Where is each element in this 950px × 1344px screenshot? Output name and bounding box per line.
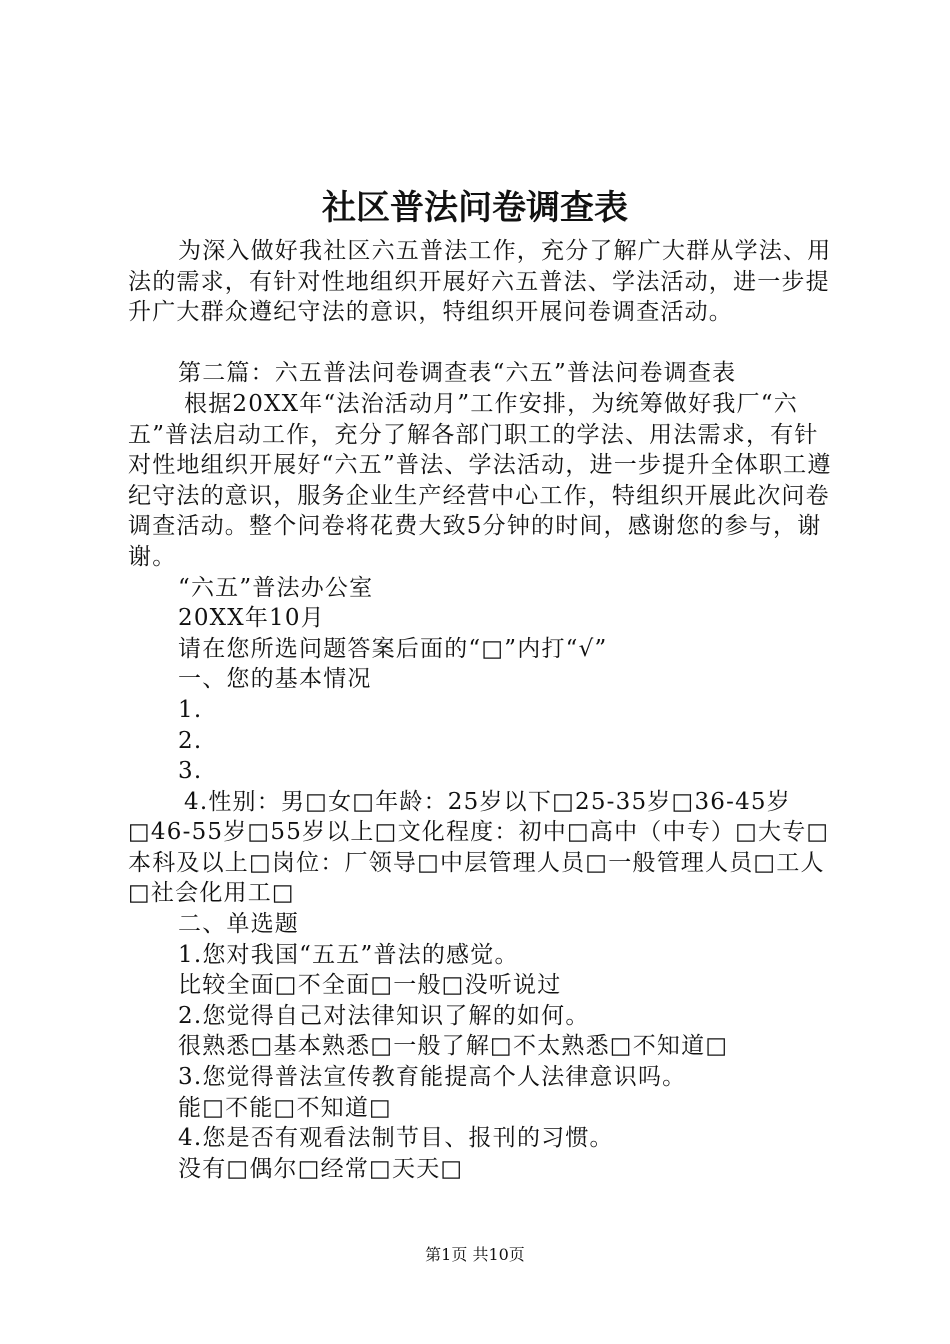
- list-item: 2.: [178, 727, 203, 754]
- date-line: 20XX年10月: [178, 605, 325, 632]
- answer-options: 能□不能□不知道□: [178, 1094, 392, 1121]
- answer-options: 很熟悉□基本熟悉□一般了解□不太熟悉□不知道□: [178, 1033, 729, 1060]
- question-text: 2.您觉得自己对法律知识了解的如何。: [178, 1002, 590, 1029]
- office-signature: “六五”普法办公室: [178, 574, 374, 601]
- list-item: 1.: [178, 696, 203, 723]
- section-heading: 第二篇：六五普法问卷调查表“六五”普法问卷调查表: [178, 360, 737, 387]
- body-paragraph: 根据20XX年“法治活动月”工作安排，为统筹做好我厂“六五”普法启动工作，充分了解各部门职工的学法、用法需求，有针对性地组织开展好“六五”普法、学法活动，进一步提升全体职工遵纪守法的意识，服务企业生产经营中心工作，特组织开展此次问卷调查活动。整个问卷将花费大致5分钟的时间，感谢您的参与，谢谢。: [128, 390, 832, 570]
- document-title: 社区普法问卷调查表: [322, 188, 628, 228]
- answer-options: 没有□偶尔□经常□天天□: [178, 1155, 464, 1182]
- list-item: 3.: [178, 758, 203, 785]
- section-basic-info: 一、您的基本情况: [178, 666, 372, 693]
- basic-info-options: 4.性别：男□女□年龄：25岁以下□25-35岁□36-45岁□46-55岁□55岁以上□文化程度：初中□高中（中专）□大专□本科及以上□岗位：厂领导□中层管理人员□一般管理人员□工人□社会化用工□: [128, 788, 830, 907]
- instruction-line: 请在您所选问题答案后面的“□”内打“√”: [178, 635, 608, 662]
- question-text: 4.您是否有观看法制节目、报刊的习惯。: [178, 1125, 614, 1152]
- question-text: 3.您觉得普法宣传教育能提高个人法律意识吗。: [178, 1064, 687, 1091]
- page-number-footer: 第1页 共10页: [425, 1245, 525, 1264]
- document-body: [128, 236, 834, 1184]
- intro-paragraph: 为深入做好我社区六五普法工作，充分了解广大群从学法、用法的需求，有针对性地组织开展好六五普法、学法活动，进一步提升广大群众遵纪守法的意识，特组织开展问卷调查活动。: [128, 238, 832, 326]
- answer-options: 比较全面□不全面□一般□没听说过: [178, 972, 562, 999]
- question-text: 1.您对我国“五五”普法的感觉。: [178, 941, 519, 968]
- blank-line: [128, 328, 834, 359]
- section-single-choice: 二、单选题: [178, 911, 299, 938]
